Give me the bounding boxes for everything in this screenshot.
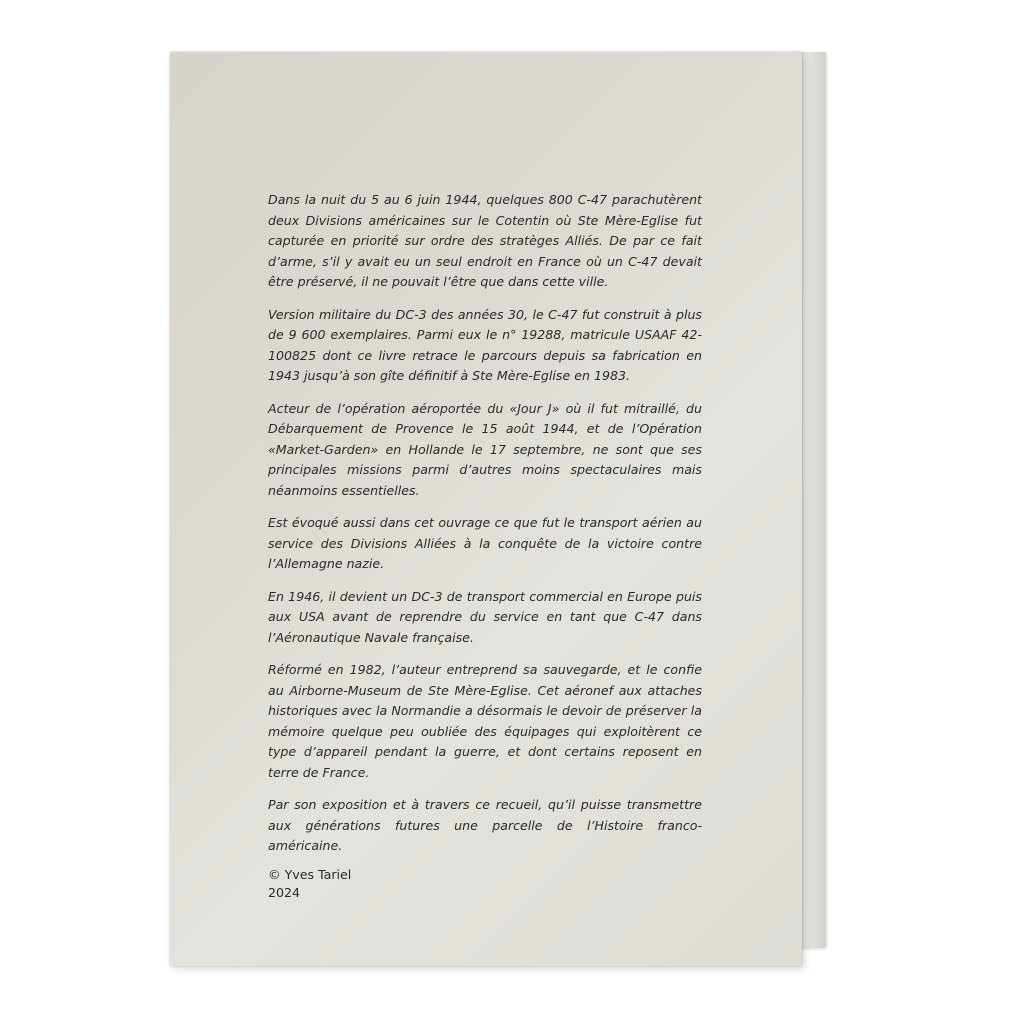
blurb-paragraph-1: Dans la nuit du 5 au 6 juin 1944, quelques 800 C-47 parachutèrent deux Divisions américaines sur le Cotentin où Ste Mère-Eglise fut capturée en priorité sur ordre des stratèges Alliés. De par ce fait d’arme, s’il y avait eu un seul endroit en France où un C-47 devait être préservé, il ne pouvait l’être que dans cette ville. <box>268 192 702 289</box>
blurb-paragraph-3: Acteur de l’opération aéroportée du «Jour J» où il fut mitraillé, du Débarquement de Provence le 15 août 1944, et de l’Opération «Market-Garden» en Hollande le 17 septembre, ne sont que ses principales missions parmi d’autres moins spectaculaires mais néanmoins essentielles. <box>268 400 702 498</box>
book-back-cover <box>170 52 802 966</box>
copyright-year: 2024 <box>268 885 301 900</box>
blurb-paragraph-7: Par son exposition et à travers ce recueil, qu’il puisse transmettre aux générations futures une parcelle de l’Histoire franco-américaine. <box>268 797 702 853</box>
blurb-paragraph-2: Version militaire du DC-3 des années 30, le C-47 fut construit à plus de 9 600 exemplaires. Parmi eux le n° 19288, matricule USAAF 42-100825 dont ce livre retrace le parcours depuis sa fabrication en 1943 jusqu’à son gîte définitif à Ste Mère-Eglise en 1983. <box>268 306 702 383</box>
copyright-author: © Yves Tariel <box>268 867 352 882</box>
blurb-paragraph-4: Est évoqué aussi dans cet ouvrage ce que fut le transport aérien au service des Divisions Alliées à la conquête de la victoire contre l’Allemagne nazie. <box>268 515 702 571</box>
blurb-text <box>268 190 702 869</box>
copyright-notice <box>268 866 351 902</box>
blurb-paragraph-6: Réformé en 1982, l’auteur entreprend sa sauvegarde, et le confie au Airborne-Museum de Ste Mère-Eglise. Cet aéronef aux attaches historiques avec la Normandie a désormais le devoir de préserver la mémoire quelque peu oubliée des équipages qui exploitèrent ce type d’appareil pendant la guerre, et dont certains reposent en terre de France. <box>268 662 702 780</box>
blurb-paragraph-5: En 1946, il devient un DC-3 de transport commercial en Europe puis aux USA avant de reprendre du service en tant que C-47 dans l’Aéronautique Navale française. <box>268 588 702 645</box>
